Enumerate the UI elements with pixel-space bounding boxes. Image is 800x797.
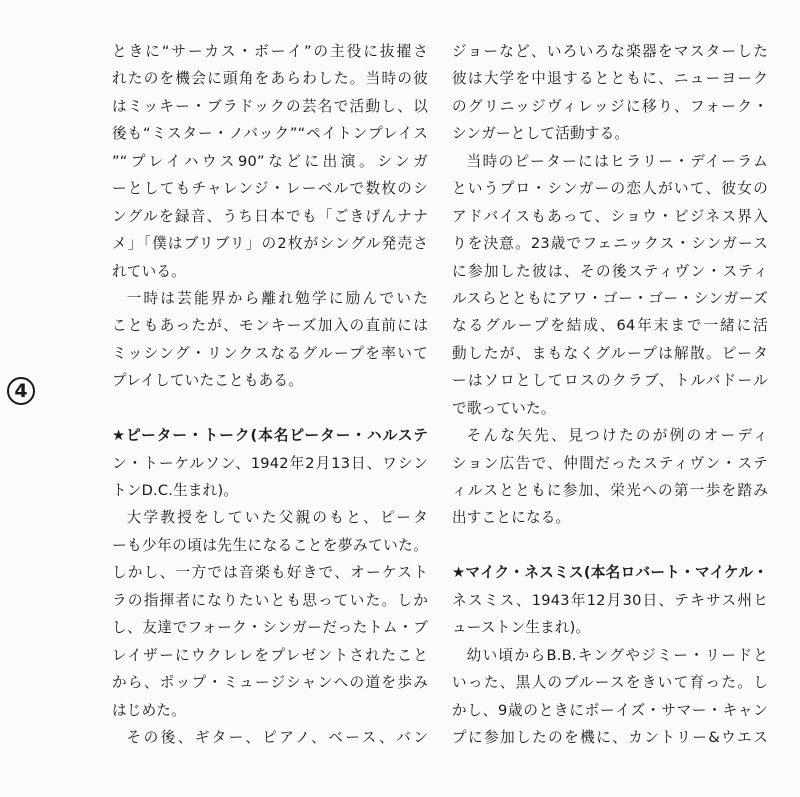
section-heading-line: ★ピーター・トーク(本名ピーター・ハルステ — [112, 427, 428, 445]
text-line: ミッシング・リンクスなるグループを率いて — [112, 344, 428, 362]
text-line: ィルスとともに参加、栄光への第一歩を踏み — [452, 482, 768, 499]
text-line: れている。 — [112, 262, 186, 280]
text-line: ネスミス、1943年12月30日、テキサス州ヒ — [452, 591, 768, 609]
section-heading-line: ★マイク・ネスミス(本名ロバート・マイケル・ — [452, 564, 768, 582]
text-line: 大学教授をしていた父親のもと、ピータ — [126, 509, 428, 527]
text-line: はじめた。 — [112, 701, 186, 719]
text-line: 出すことになる。 — [452, 509, 571, 527]
text-line: 当時のピーターにはヒラリー・デイーラム — [466, 152, 768, 170]
text-line: りを決意。23歳でフェニックス・シンガース — [452, 235, 768, 253]
text-line: ルスらとともにアワ・ゴー・ゴー・シンガーズ — [452, 289, 768, 307]
text-line: こともあったが、モンキーズ加入の直前には — [112, 317, 428, 335]
text-line: アドバイスもあって、ショウ・ビジネス界入 — [452, 207, 768, 225]
text-line: トンD.C.生まれ)。 — [112, 482, 239, 499]
text-line: 動したが、まもなくグループは解散。ピータ — [452, 344, 768, 362]
text-line: 一時は芸能界から離れ勉学に励んでいた — [126, 289, 428, 307]
text-line: ジョーなど、いろいろな楽器をマスターした — [452, 43, 768, 60]
text-line: ときに“サーカス・ボーイ”の主役に抜擢さ — [112, 43, 428, 60]
text-line: ーとしてもチャレンジ・レーベルで数枚のシ — [112, 180, 428, 198]
text-line: シンガーとして活動する。 — [452, 125, 630, 143]
text-line: ”“プレイハウス90”などに出演。シンガ — [112, 152, 428, 170]
text-line: ーも少年の頃は先生になることを夢みていた。 — [112, 536, 428, 554]
text-line: しかし、一方では音楽も好きで、オーケスト — [112, 564, 428, 582]
text-line: はミッキー・ブラドックの芸名で活動し、以 — [112, 97, 428, 115]
text-line: その後、ギター、ピアノ、ベース、バン — [126, 728, 428, 746]
text-line: れたのを機会に頭角をあらわした。当時の彼 — [112, 70, 428, 88]
text-line: なるグループを結成、64年末まで一緒に活 — [452, 317, 768, 335]
page-number: 4 — [7, 377, 35, 405]
text-line: というプロ・シンガーの恋人がいて、彼女の — [452, 180, 768, 198]
text-line: プレイしていたこともある。 — [112, 372, 304, 390]
right-text-column — [452, 38, 768, 751]
paragraph-gap — [112, 395, 428, 422]
text-line: いった、黒人のブルースをきいて育った。し — [452, 674, 768, 692]
text-line: ューストン生まれ)。 — [452, 619, 591, 637]
text-line: 彼は大学を中退するとともに、ニューヨーク — [452, 70, 768, 88]
text-line: 後も“ミスター・ノバック”“ペイトンプレイス — [112, 125, 428, 143]
text-line: から、ポップ・ミュージシャンへの道を歩み — [112, 674, 428, 692]
paragraph-gap — [452, 532, 768, 559]
text-line: レイザーにウクレレをプレゼントされたこと — [112, 646, 428, 664]
left-text-column — [112, 38, 428, 751]
text-line: のグリニッジヴィレッジに移り、フォーク・ — [452, 97, 768, 115]
text-line: ングルを録音、うち日本でも「ごきげんナナ — [112, 207, 428, 225]
text-line: プに参加したのを機に、カントリー&ウエス — [452, 728, 768, 746]
text-line: し、友達でフォーク・シンガーだったトム・ブ — [112, 619, 428, 637]
text-line: に参加した彼は、その後スティヴン・スティ — [452, 262, 768, 280]
text-line: 幼い頃からB.B.キングやジミー・リードと — [466, 646, 768, 664]
text-line: ラの指揮者になりたいとも思っていた。しか — [112, 591, 428, 609]
text-line: メ」「僕はブリブリ」の2枚がシングル発売さ — [112, 235, 428, 253]
text-line: で歌っていた。 — [452, 399, 556, 417]
text-line: ン・トーケルソン、1942年2月13日、ワシン — [112, 454, 428, 472]
text-line: ーはソロとしてロスのクラブ、トルバドール — [452, 372, 768, 390]
text-line: そんな矢先、見つけたのが例のオーディ — [466, 427, 768, 445]
text-line: ション広告で、仲間だったスティヴン・ステ — [452, 454, 768, 472]
text-line: かし、9歳のときにボーイズ・サマー・キャン — [452, 701, 768, 719]
